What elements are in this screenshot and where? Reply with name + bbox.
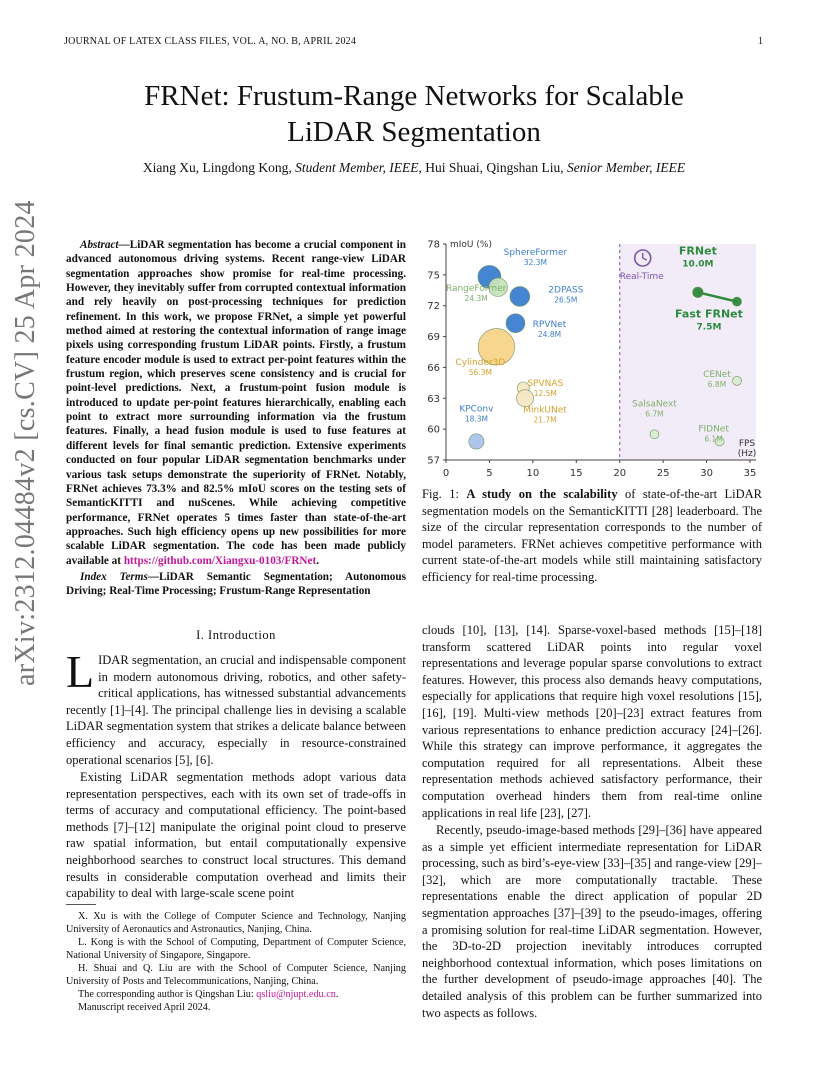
point-minkunet: [516, 390, 533, 407]
point-label: MinkUNet: [523, 405, 567, 416]
point-params-label: 56.3M: [468, 367, 492, 377]
point-label: RPVNet: [532, 320, 567, 331]
code-link[interactable]: https://github.com/Xiangxu-0103/FRNet: [123, 554, 317, 567]
intro-paragraph-2: Existing LiDAR segmentation methods adopt various data representation perspectives, each with its own set of trade-offs in terms of accuracy and computational efficiency. The point-based methods [7]–[12] manipulate the original point cloud to preserve raw spatial information, but entail computationally expensive neighborhood searches to construct local structures. This demand results in considerable computation overhead and limits their capability to deal with large-scale scene point: [66, 770, 406, 901]
x-tick-label: 5: [486, 468, 493, 479]
y-axis-label: mIoU (%): [450, 240, 492, 250]
author-role-senior: Senior Member, IEEE: [567, 160, 686, 175]
y-tick-label: 63: [427, 393, 440, 405]
footnote-rule: [66, 904, 96, 905]
point-rpvnet: [506, 314, 525, 333]
caption-bold: A study on the scalability: [466, 487, 618, 501]
y-tick-label: 75: [427, 270, 440, 282]
footnote-corresponding: The corresponding author is Qingshan Liu: qsliu@njupt.edu.cn.: [78, 989, 339, 1000]
point-params-label: 24.8M: [537, 330, 562, 340]
authors-names-1: Xiang Xu, Lingdong Kong,: [142, 160, 296, 175]
point-params-label: 6.8M: [707, 379, 727, 389]
abstract-label: Abstract: [80, 239, 119, 251]
footnote-kong: L. Kong is with the School of Computing, Department of Computer Science, National University of Singapore, Singapore.: [66, 937, 406, 961]
point-params-label: 6.1M: [704, 434, 723, 444]
point-label: RangeFormer: [445, 284, 507, 295]
index-terms-label: Index Terms: [80, 571, 148, 583]
x-tick-label: 10: [526, 468, 540, 479]
authors: [0, 160, 828, 176]
footnote-shuai-liu: H. Shuai and Q. Liu are with the School of Computer Science, Nanjing University of Posts and Telecommunications, Nanjing, China.: [66, 963, 406, 987]
point-label: SphereFormer: [503, 247, 568, 258]
authors-names-2: , Hui Shuai, Qingshan Liu,: [418, 160, 567, 175]
point-label: Cylinder3D: [455, 357, 506, 368]
point-params-label: 18.3M: [464, 414, 488, 424]
point-label: Fast FRNet: [675, 307, 743, 321]
intro-paragraph-1: LIDAR segmentation, an crucial and indispensable component in modern autonomous driving, robotics, and other safety-critical applications, has witnessed substantial advancements recently [1]–[4]. The principal challenge lies in devising a scalable LiDAR segmentation system that strikes a delicate balance between efficiency and accuracy, especially in resource-constrained operational scenarios [5], [6].: [66, 646, 406, 767]
point-salsanext: [650, 430, 659, 439]
y-tick-label: 60: [427, 424, 440, 436]
point-label: 2DPASS: [548, 285, 584, 296]
point-params-label: 7.5M: [696, 322, 722, 333]
y-tick-label: 72: [427, 301, 440, 313]
caption-text: of state-of-the-art LiDAR segmentation models on the SemanticKITTI [28] leaderboard. The size of the circular representation corresponds to the number of model parameters. FRNet achieves competitive performance with current state-of-the-art models while still maintaining satisfactory efficiency for real-time processing.: [422, 487, 762, 584]
x-tick-label: 15: [569, 468, 583, 479]
right-paragraph-2: Recently, pseudo-image-based methods [29]–[36] have appeared as a simple yet efficient intermediate representation for LiDAR processing, such as bird’s-eye-view [33]–[35] and range-view [29]–[32], which are more computationally tractable. These representations enable the direct application of popular 2D segmentation approaches [37]–[39] to the pseudo-images, offering a promising solution for real-time LiDAR segmentation. However, the 3D-to-2D projection inevitably introduces corrupted neighborhood contextual information, which poses limitations on the further development of pseudo-image approaches [40]. The detailed analysis of this problem can be further summarized into two aspects as follows.: [422, 823, 762, 1020]
page-number: 1: [758, 36, 764, 47]
footnote-received: Manuscript received April 2024.: [78, 1002, 211, 1013]
footnotes: [66, 910, 406, 1014]
x-tick-label: 30: [700, 468, 713, 479]
point-cenet: [732, 376, 741, 385]
point-label: CENet: [703, 369, 731, 380]
point-frnet: [693, 287, 704, 298]
running-header: JOURNAL OF LATEX CLASS FILES, VOL. A, NO. B, APRIL 2024: [64, 36, 357, 47]
x-tick-label: 20: [613, 468, 627, 479]
point-fast-frnet: [732, 297, 741, 306]
x-axis-unit: (Hz): [737, 449, 757, 459]
y-tick-label: 57: [427, 455, 440, 467]
point-label: FIDNet: [698, 424, 729, 435]
arxiv-stamp: arXiv:2312.04484v2 [cs.CV] 25 Apr 2024: [10, 200, 41, 686]
point-label: FRNet: [678, 244, 717, 258]
y-tick-label: 69: [427, 332, 440, 344]
point-params-label: 32.3M: [523, 257, 548, 267]
drop-cap: L: [66, 646, 95, 697]
point-params-label: 24.3M: [464, 294, 488, 304]
realtime-label: Real-Time: [619, 272, 664, 282]
point-params-label: 6.7M: [645, 409, 664, 419]
right-paragraph-1: clouds [10], [13], [14]. Sparse-voxel-based methods [15]–[18] transform scattered LiDAR points into regular voxel representations and leverage popular sparse convolutions to extract features. However, this process also demands heavy computations, especially for applications that require high voxel resolutions [15], [16], [19]. Multi-view methods [20]–[23] extract features from various representations to enhance prediction accuracy [24]–[26]. While this strategy can improve performance, it aggregates the computation required for all representations. Albeit these representation methods achieved satisfactory performance, their computation overhead hinders them from real-time online applications in real life [23], [27].: [422, 623, 762, 820]
point-label: SalsaNext: [632, 399, 677, 410]
index-terms: [66, 570, 406, 599]
point-params-label: 12.5M: [533, 389, 557, 398]
caption-label: Fig. 1:: [422, 487, 467, 501]
author-role-student: Student Member, IEEE: [295, 160, 419, 175]
point-kpconv: [469, 434, 484, 449]
x-tick-label: 35: [743, 468, 757, 479]
abstract: Abstract—LiDAR segmentation has become a crucial component in advanced autonomous driving systems. Recent range-view LiDAR segmentation approaches show promise for real-time processing. However, they inevitably suffer from corrupted contextual information and rely heavily on post-processing techniques for prediction refinement. In this work, we propose FRNet, a simple yet powerful method aimed at restoring the contextual information of range image pixels using corresponding frustum LiDAR points. Firstly, a frustum feature encoder module is used to extract per-point features within the frustum region, which preserves scene consistency and is crucial for point-level predictions. Next, a frustum-point fusion module is introduced to update per-point features hierarchically, enabling each point to extract more surrounding information via the frustum features. Finally, a head fusion module is used to fuse features at different levels for final semantic prediction. Extensive experiments conducted on four popular LiDAR segmentation benchmarks under various task setups demonstrate the superiority of FRNet. Notably, FRNet achieves 73.3% and 82.5% mIoU scores on the testing sets of SemanticKITTI and nuScenes. While achieving competitive performance, FRNet operates 5 times faster than state-of-the-art approaches. Such high efficiency opens up new possibilities for more scalable LiDAR segmentation. The code has been made publicly available at https://github.com/Xiangxu-0103/FRNet.: [66, 239, 406, 567]
scalability-chart: [418, 232, 768, 480]
x-tick-label: 25: [656, 468, 670, 479]
figure-caption: [422, 486, 762, 586]
paper-title-line2: LiDAR Segmentation: [287, 116, 541, 148]
abstract-text: —LiDAR segmentation has become a crucial component in advanced autonomous driving systems. Recent range-view LiDAR segmentation approaches show promise for real-time processing. However, they inevitably suffer from corrupted contextual information and rely heavily on post-processing techniques for prediction refinement. In this work, we propose FRNet, a simple yet powerful method aimed at restoring the contextual information of range image pixels using corresponding frustum LiDAR points. Firstly, a frustum feature encoder module is used to extract per-point features within the frustum region, which preserves scene consistency and is crucial for point-level predictions. Next, a frustum-point fusion module is introduced to update per-point features hierarchically, enabling each point to extract more surrounding information via the frustum features. Finally, a head fusion module is used to fuse features at different levels for final semantic prediction. Extensive experiments conducted on four popular LiDAR segmentation benchmarks under various task setups demonstrate the superiority of FRNet. Notably, FRNet achieves 73.3% and 82.5% mIoU scores on the testing sets of SemanticKITTI and nuScenes. While achieving competitive performance, FRNet operates 5 times faster than state-of-the-art approaches. Such high efficiency opens up new possibilities for more scalable LiDAR segmentation. The code has been made publicly available at: [66, 239, 406, 567]
point-params-label: 26.5M: [554, 295, 578, 305]
point-2dpass: [510, 287, 530, 307]
index-terms-text: —LiDAR Semantic Segmentation; Autonomous Driving; Real-Time Processing; Frustum-Range Representation: [66, 571, 406, 598]
point-params-label: 21.7M: [533, 415, 557, 425]
point-label: KPConv: [459, 404, 494, 415]
y-tick-label: 66: [427, 362, 440, 374]
footnote-xu: X. Xu is with the College of Computer Science and Technology, Nanjing University of Aeronautics and Astronautics, Nanjing, China.: [66, 911, 406, 935]
point-params-label: 10.0M: [682, 259, 714, 270]
x-tick-label: 0: [442, 468, 450, 479]
email-link[interactable]: qsliu@njupt.edu.cn: [256, 989, 336, 1000]
x-axis-label: FPS: [738, 439, 756, 449]
section-introduction-title: I. Introduction: [196, 628, 276, 642]
paper-title-line1: FRNet: Frustum-Range Networks for Scalable: [144, 80, 684, 112]
point-label: SPVNAS: [527, 379, 564, 389]
y-tick-label: 78: [427, 239, 440, 251]
